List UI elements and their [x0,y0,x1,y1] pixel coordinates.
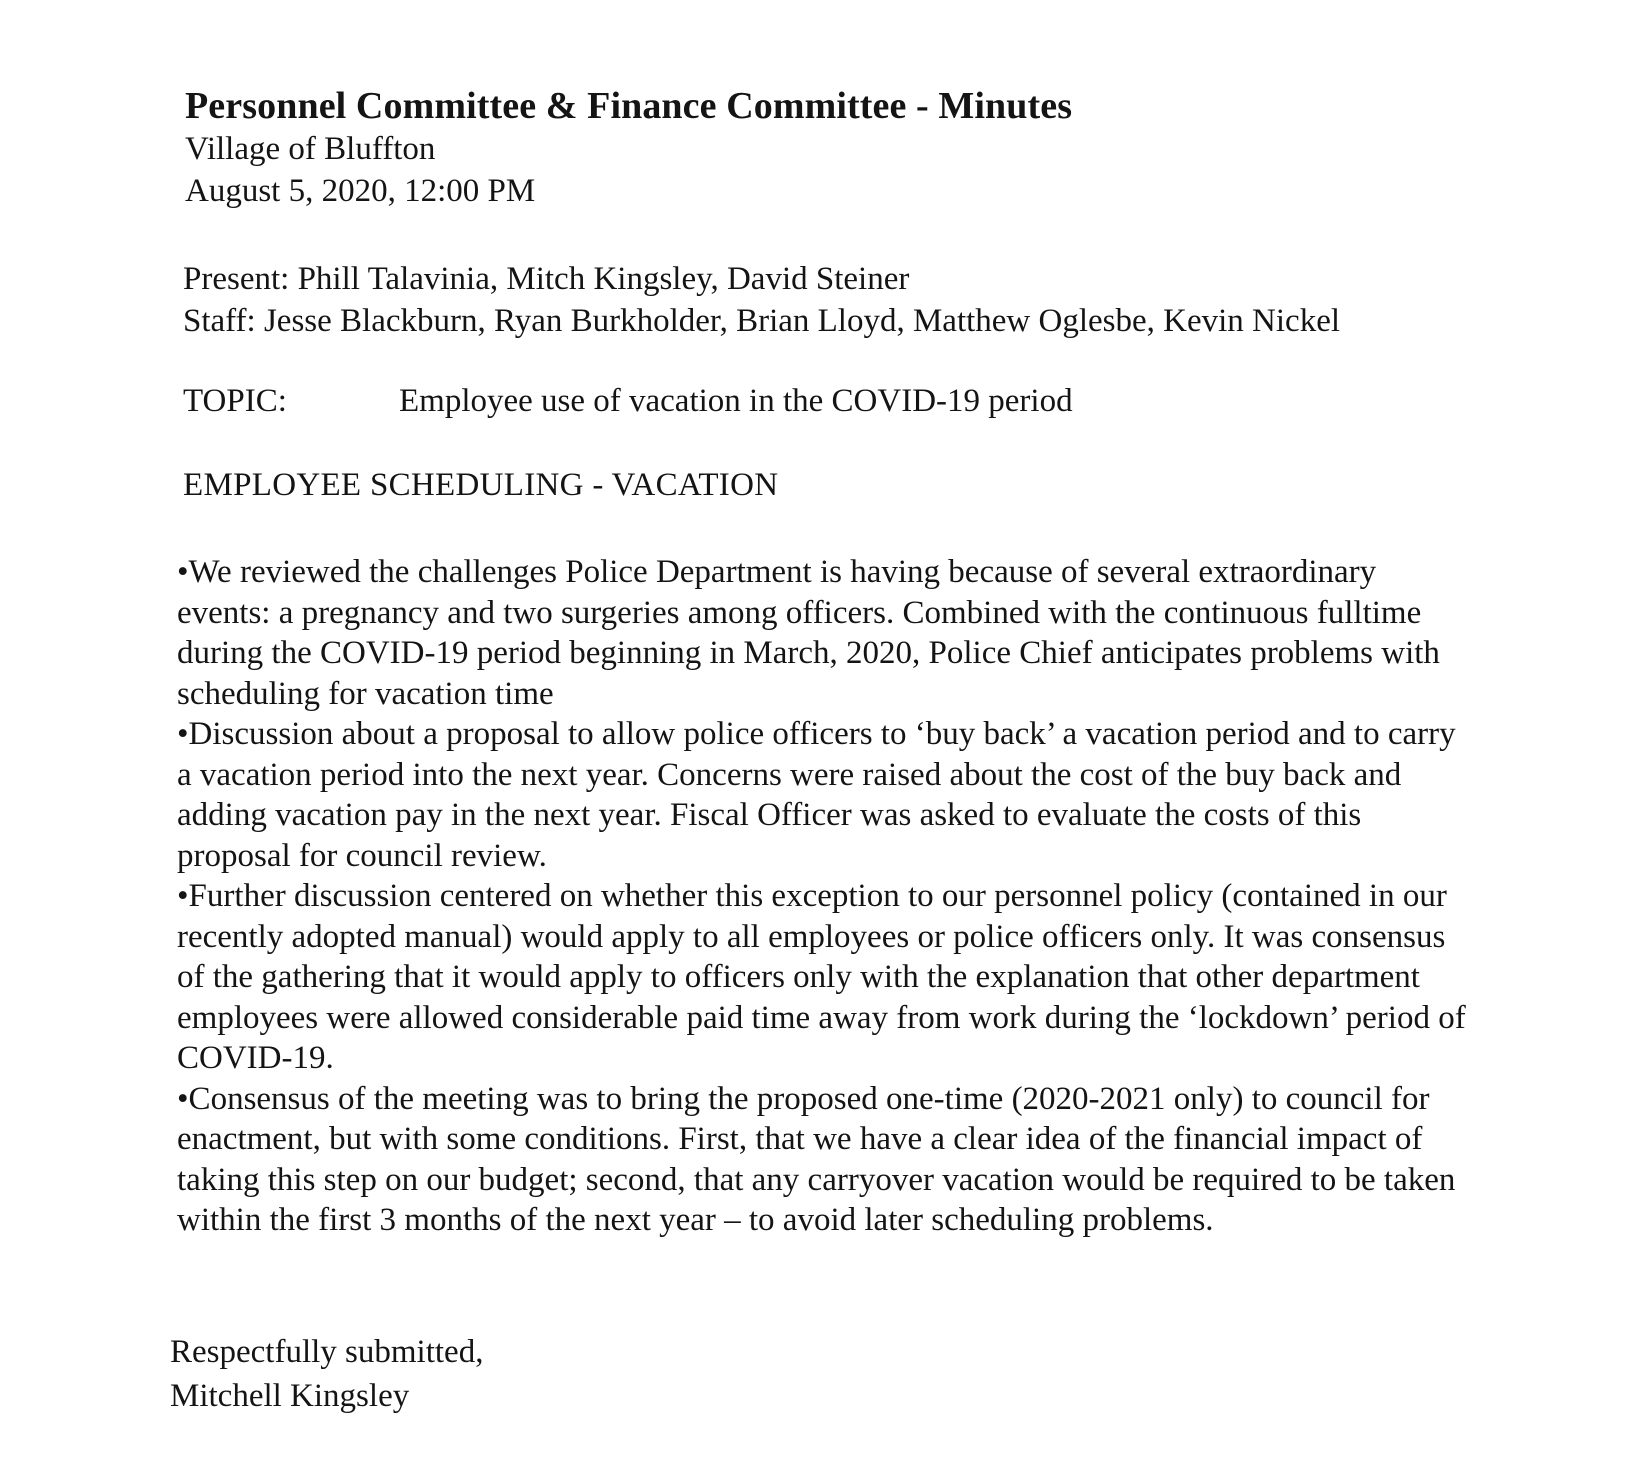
staff-line: Staff: Jesse Blackburn, Ryan Burkholder, Brian Lloyd, Matthew Oglesbe, Kevin Nickel [183,303,1341,339]
bullet-item: •Consensus of the meeting was to bring the proposed one-time (2020-2021 only) to council for enactment, but with some conditions. First, that we have a clear idea of the financial impact of taking this step on our budget; second, that any carryover vacation would be required to be taken within the first 3 months of the next year – to avoid later scheduling problems. [177,1080,1456,1238]
discussion-bullets [177,552,1477,1241]
document-title: Personnel Committee & Finance Committee - Minutes [185,85,1073,127]
topic-row [183,380,1483,422]
closing-line: Respectfully submitted, [170,1334,484,1370]
meeting-datetime: August 5, 2020, 12:00 PM [185,173,536,209]
bullet-item: •We reviewed the challenges Police Department is having because of several extraordinary events: a pregnancy and two surgeries among officers. Combined with the continuous fulltime during the COVID-19 period beginning in March, 2020, Police Chief anticipates problems with scheduling for vacation time [177,554,1440,712]
author-name: Mitchell Kingsley [170,1378,410,1414]
section-heading: EMPLOYEE SCHEDULING - VACATION [183,467,779,503]
bullet-item: •Further discussion centered on whether this exception to our personnel policy (contained in our recently adopted manual) would apply to all employees or police officers only. It was consensus of the gathering that it would apply to officers only with the explanation that other department employees were allowed considerable paid time away from work during the ‘lockdown’ period of COVID-19. [177,878,1466,1076]
document-header [185,84,1485,212]
attendance-block [183,258,1523,342]
present-line: Present: Phill Talavinia, Mitch Kingsley, David Steiner [183,261,910,297]
signoff-block [170,1330,483,1418]
topic-label: TOPIC: [183,383,287,419]
bullet-item: •Discussion about a proposal to allow police officers to ‘buy back’ a vacation period and to carry a vacation period into the next year. Concerns were raised about the cost of the buy back and adding vacation pay in the next year. Fiscal Officer was asked to evaluate the costs of this proposal for council review. [177,716,1456,874]
topic-value: Employee use of vacation in the COVID-19 period [399,383,1073,419]
organization-name: Village of Bluffton [185,131,436,167]
